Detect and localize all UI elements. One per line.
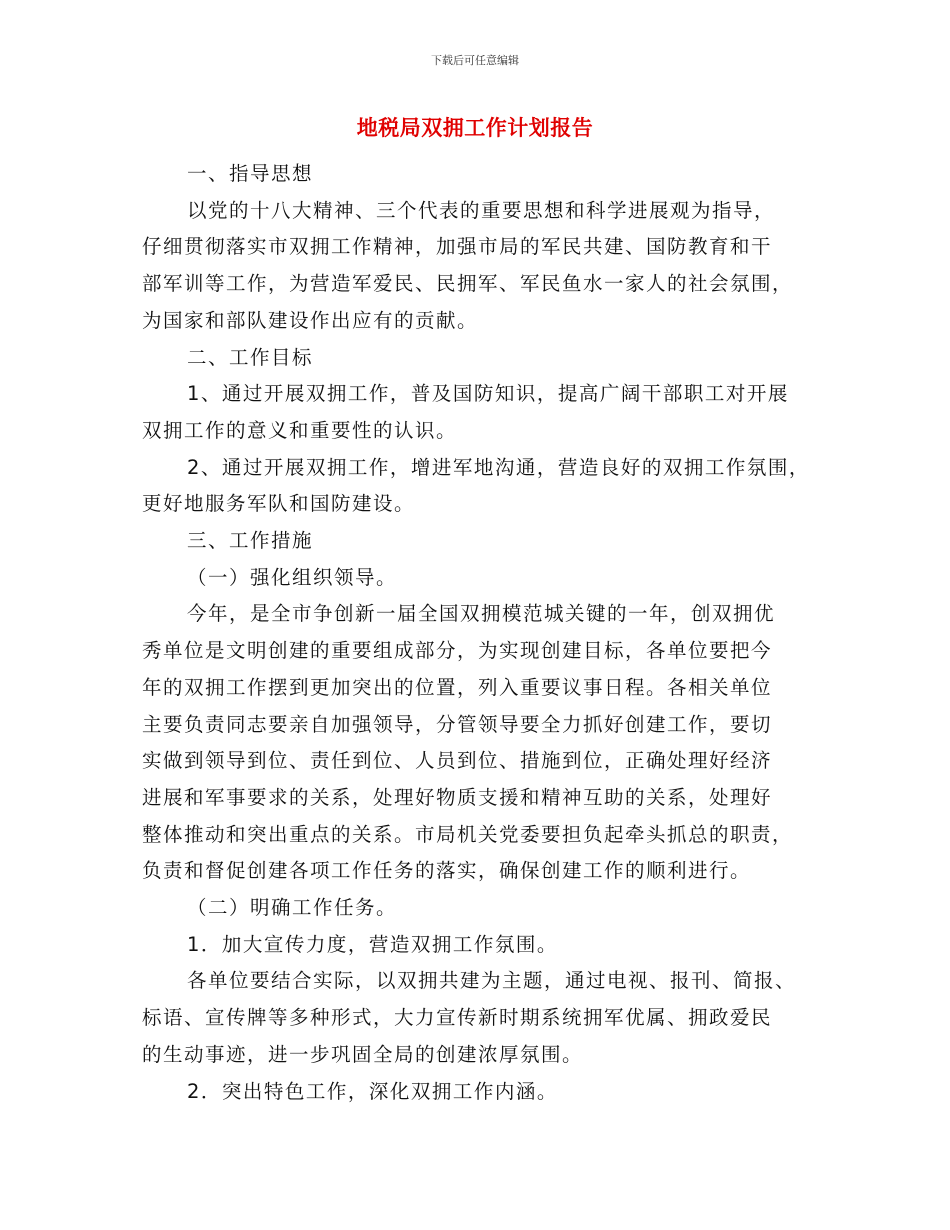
body-line: （一）强化组织领导。 <box>187 565 398 589</box>
body-line: 今年，是全市争创新一届全国双拥模范城关键的一年，创双拥优 <box>187 602 776 626</box>
body-line: 1、通过开展双拥工作，普及国防知识，提高广阔干部职工对开展 <box>187 382 789 406</box>
body-line: 双拥工作的意义和重要性的认识。 <box>142 418 458 442</box>
body-line: 2、通过开展双拥工作，增进军地沟通，营造良好的双拥工作氛围， <box>187 455 810 479</box>
body-line: 仔细贯彻落实市双拥工作精神，加强市局的军民共建、国防教育和干 <box>142 235 773 259</box>
body-line: 1．加大宣传力度，营造双拥工作氛围。 <box>187 932 558 956</box>
body-line: 部军训等工作，为营造军爱民、民拥军、军民鱼水一家人的社会氛围， <box>142 272 794 296</box>
body-line: 年的双拥工作摆到更加突出的位置，列入重要议事日程。各相关单位 <box>142 675 773 699</box>
body-line: 的生动事迹，进一步巩固全局的创建浓厚氛围。 <box>142 1042 584 1066</box>
body-line: 进展和军事要求的关系，处理好物质支援和精神互助的关系，处理好 <box>142 785 773 809</box>
body-line: 负责和督促创建各项工作任务的落实，确保创建工作的顺利进行。 <box>142 859 752 883</box>
body-line: 各单位要结合实际，以双拥共建为主题，通过电视、报刊、简报、 <box>187 969 797 993</box>
body-line: 整体推动和突出重点的关系。市局机关党委要担负起牵头抓总的职责， <box>142 822 794 846</box>
body-line: 实做到领导到位、责任到位、人员到位、措施到位，正确处理好经济 <box>142 749 773 773</box>
body-line: 2．突出特色工作，深化双拥工作内涵。 <box>187 1079 558 1103</box>
body-line: 一、指导思想 <box>187 162 314 185</box>
body-line: 秀单位是文明创建的重要组成部分，为实现创建目标，各单位要把今 <box>142 639 773 663</box>
body-line: 三、工作措施 <box>187 529 314 553</box>
body-line: 更好地服务军队和国防建设。 <box>142 492 416 516</box>
body-line: 二、工作目标 <box>187 345 314 369</box>
body-line: 标语、宣传牌等多种形式，大力宣传新时期系统拥军优属、拥政爱民 <box>142 1006 773 1030</box>
body-line: 以党的十八大精神、三个代表的重要思想和科学进展观为指导， <box>187 198 776 222</box>
document-title: 地税局双拥工作计划报告 <box>356 116 594 140</box>
body-line: 主要负责同志要亲自加强领导，分管领导要全力抓好创建工作，要切 <box>142 712 773 736</box>
document-body <box>142 156 812 1110</box>
body-line: （二）明确工作任务。 <box>187 896 398 920</box>
header-note: 下载后可任意编辑 <box>431 54 519 67</box>
body-line: 为国家和部队建设作出应有的贡献。 <box>142 308 479 332</box>
